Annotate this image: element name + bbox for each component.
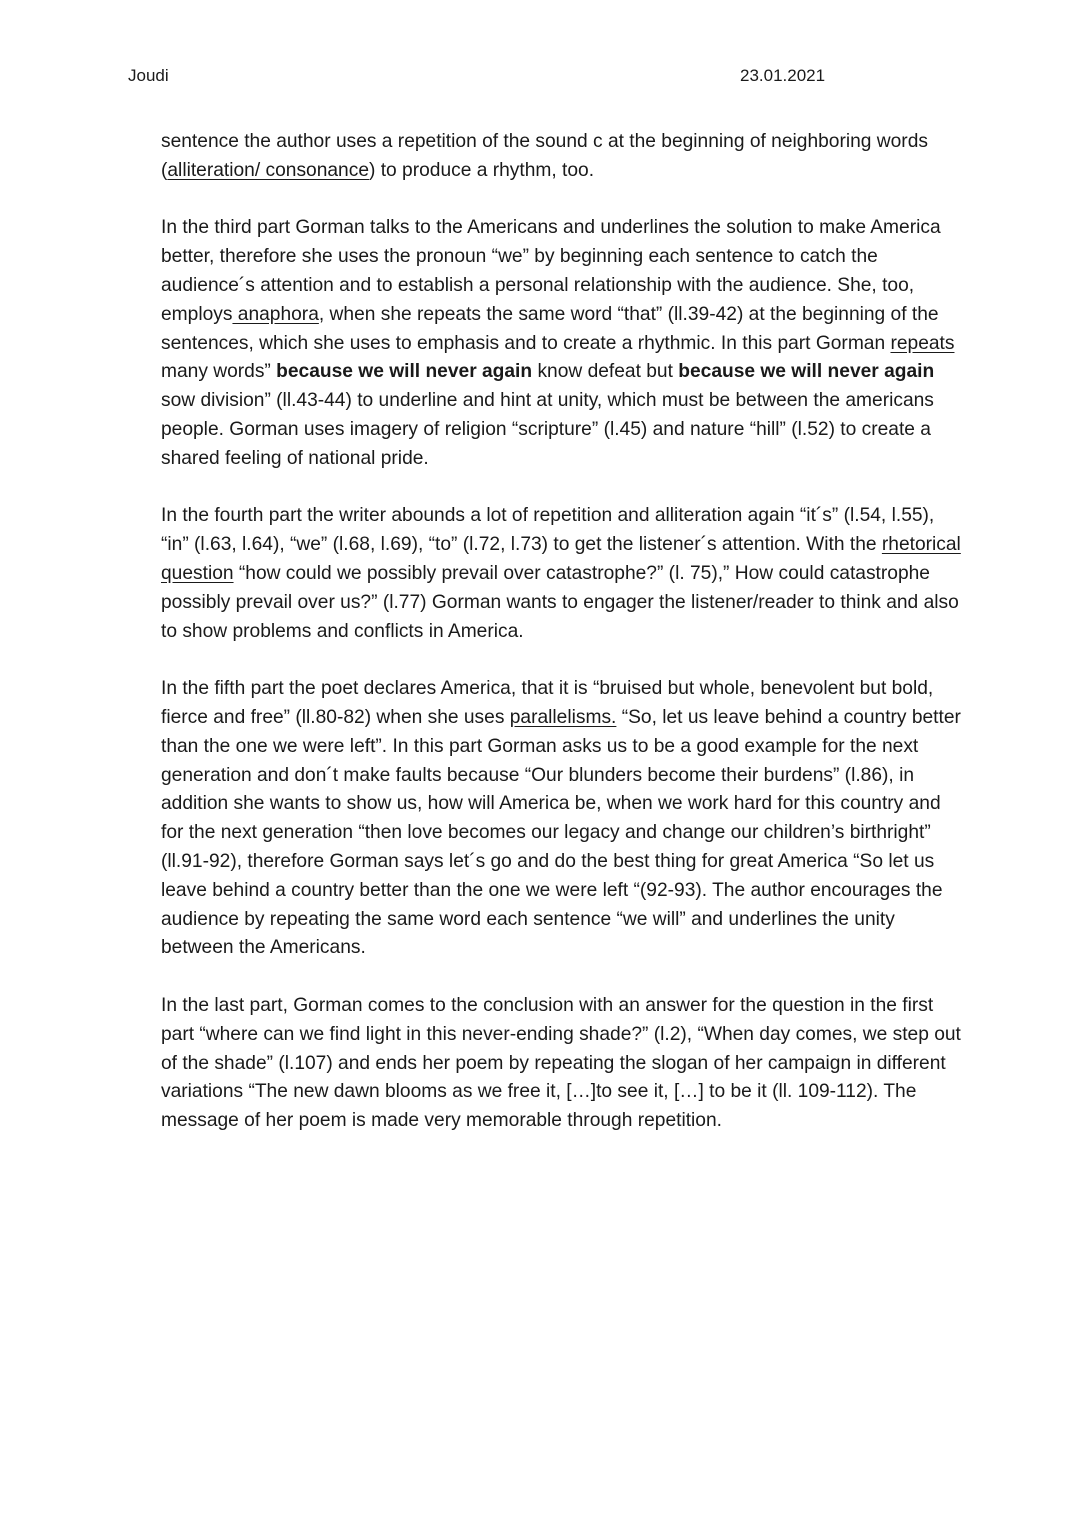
paragraph-4 (161, 675, 961, 963)
text-run: In the last part, Gorman comes to the conclusion with an answer for the question in the first part “where can we find light in this never-ending shade?” (l.2), “When day comes, we step out of the shade” (l.107) and ends her poem by repeating the slogan of her campaign in different variations “The new dawn blooms as we free it, […]to see it, […] to be it (ll. 109-112). The message of her poem is made very memorable through repetition. (161, 994, 961, 1132)
text-run: In the fourth part the writer abounds a lot of repetition and alliteration again “it´s” (l.54, l.55), “in” (l.63, l.64), “we” (l.68, l.69), “to” (l.72, l.73) to get the listener´s attention. With the (161, 505, 935, 556)
text-run: know defeat but (532, 361, 679, 383)
text-run: ) to produce a rhythm, too. (369, 159, 595, 181)
underlined-term: repeats (890, 332, 955, 354)
underlined-term: anaphora (232, 303, 319, 325)
underlined-term: parallelisms. (509, 706, 617, 728)
text-run: , when she repeats the same word “that” (ll.39-42) at the beginning of the sentences, which she uses to emphasis and to create a rhythmic. In this part Gorman (161, 303, 939, 354)
bold-phrase: because we will never again (678, 361, 935, 383)
text-run: In the fifth part the poet declares America, that it is “bruised but whole, benevolent but bold, fierce and free” (ll.80-82) when she uses (161, 678, 934, 728)
paragraph-5 (161, 992, 961, 1136)
text-run: “So, let us leave behind a country better than the one we were left”. In this part Gorman asks us to be a good example for the next generation and don´t make faults because “Our blunders become their burdens” (l.86), in addition she wants to show us, how will America be, when we work hard for this country and for the next generation “then love becomes our legacy and change our children’s birthright” (ll.91-92), therefore Gorman says let´s go and do the best thing for great America “So let us leave behind a country better than the one we were left “(92-93). The author encourages the audience by repeating the same word each sentence “we will” and underlines the unity between the Americans. (161, 706, 961, 959)
text-run: many words” (161, 361, 277, 383)
essay-body (161, 128, 961, 1165)
underlined-term: rhetorical question (161, 534, 961, 584)
document-date: 23.01.2021 (740, 66, 826, 85)
text-run: In the third part Gorman talks to the Americans and underlines the solution to make America better, therefore she uses the pronoun “we” by beginning each sentence to catch the audience´s attention and to establish a personal relationship with the audience. She, too, employs (161, 217, 941, 325)
author-name: Joudi (128, 66, 169, 85)
paragraph-3 (161, 502, 961, 646)
underlined-term: alliteration/ consonance (167, 159, 369, 181)
text-run: sow division” (ll.43-44) to underline and hint at unity, which must be between the americans people. Gorman uses imagery of religion “scripture” (l.45) and nature “hill” (l.52) to create a shared feeling of national pride. (161, 390, 934, 469)
text-run: sentence the author uses a repetition of the sound c at the beginning of neighboring words ( (161, 131, 928, 181)
paragraph-2 (161, 214, 961, 473)
paragraph-1 (161, 128, 961, 186)
bold-phrase: because we will never again (276, 361, 533, 383)
text-run: “how could we possibly prevail over catastrophe?” (l. 75),” How could catastrophe possibly prevail over us?” (l.77) Gorman wants to engager the listener/reader to think and also to show problems and conflicts in America. (161, 562, 959, 642)
